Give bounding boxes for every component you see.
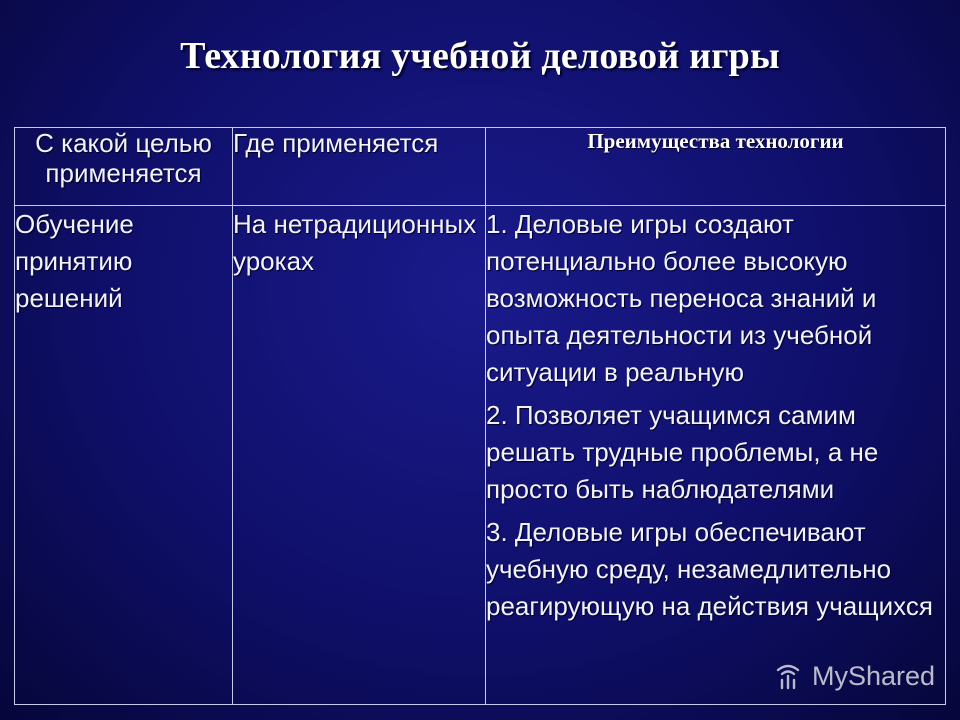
slide-title: Технология учебной деловой игры	[180, 35, 780, 77]
cell-advantages	[486, 206, 946, 705]
watermark-text: MyShared	[812, 660, 936, 691]
header-purpose: С какой целью применяется	[15, 128, 233, 206]
advantage-item-2: 2. Позволяет учащимся самим решать трудные проблемы, а не просто быть наблюдателями	[486, 400, 879, 504]
header-advantages: Преимущества технологии	[486, 128, 946, 206]
cell-where: На нетрадиционных уроках	[233, 206, 486, 705]
watermark	[772, 654, 935, 698]
advantage-item-1: 1. Деловые игры создают потенциально более высокую возможность переноса знаний и опыта деятельности из учебной ситуации в реальную	[486, 209, 877, 387]
table-row	[15, 206, 946, 705]
header-where: Где применяется	[233, 128, 486, 206]
cell-purpose: Обучение принятию решений	[15, 206, 233, 705]
advantage-item-3: 3. Деловые игры обеспечивают учебную среду, незамедлительно реагирующую на действия учащихся	[486, 517, 933, 621]
myshared-logo-icon	[772, 660, 804, 692]
table-header-row	[15, 128, 946, 206]
technology-table	[14, 127, 946, 705]
